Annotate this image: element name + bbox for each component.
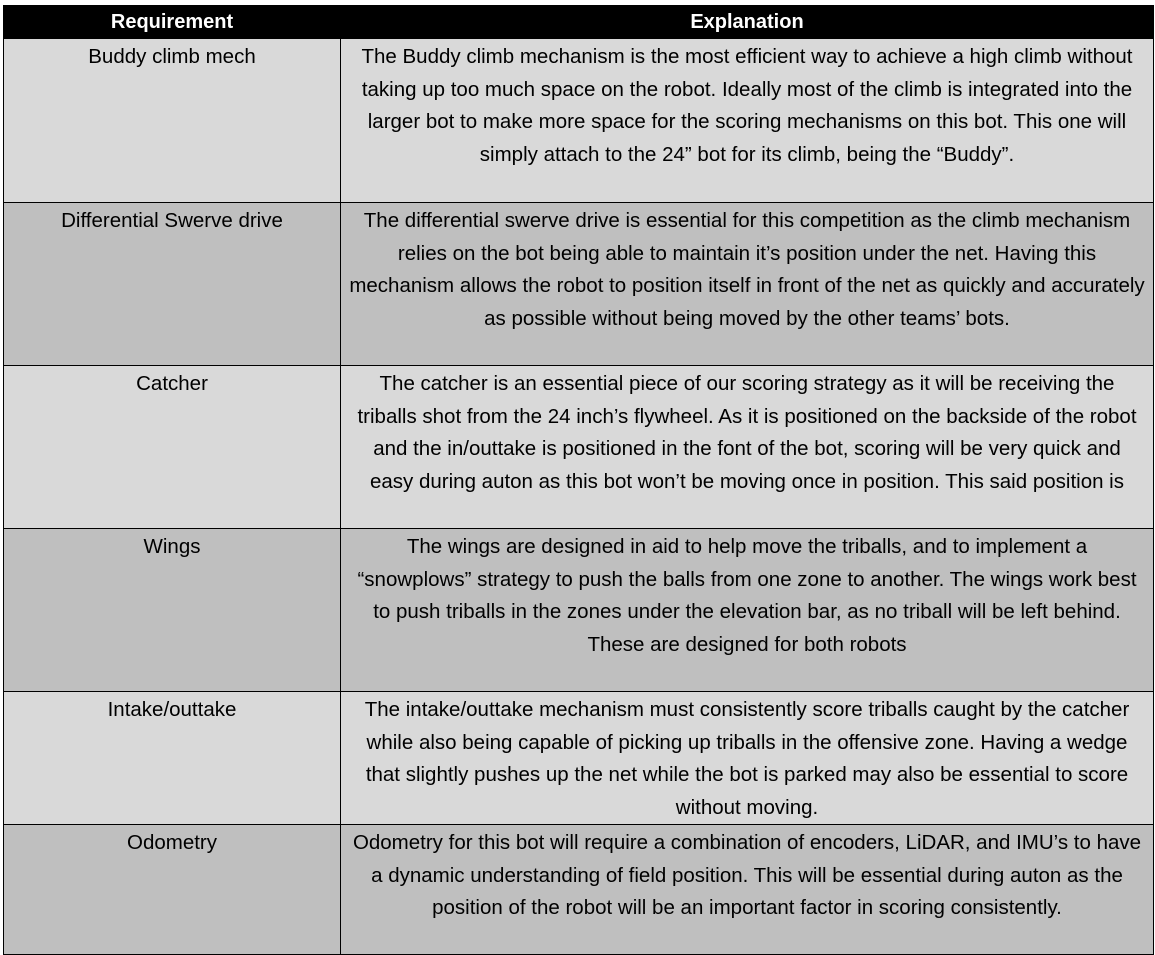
requirements-table <box>3 5 1154 955</box>
requirement-cell: Wings <box>4 529 341 692</box>
explanation-cell: The differential swerve drive is essential for this competition as the climb mechanism relies on the bot being able to maintain it’s position under the net. Having this mechanism allows the robot to position itself in front of the net as quickly and accurately as possible without being moved by the other teams’ bots. <box>341 203 1154 366</box>
requirement-cell: Intake/outtake <box>4 692 341 825</box>
table-row <box>4 366 1154 529</box>
explanation-header: Explanation <box>341 6 1154 39</box>
table-row <box>4 692 1154 825</box>
table-row <box>4 203 1154 366</box>
requirement-cell: Catcher <box>4 366 341 529</box>
table-row <box>4 39 1154 203</box>
table-row <box>4 825 1154 955</box>
requirement-header: Requirement <box>4 6 341 39</box>
explanation-cell: The catcher is an essential piece of our scoring strategy as it will be receiving the triballs shot from the 24 inch’s flywheel. As it is positioned on the backside of the robot and the in/outtake is positioned in the font of the bot, scoring will be very quick and easy during auton as this bot won’t be moving once in position. This said position is <box>341 366 1154 529</box>
explanation-cell: Odometry for this bot will require a combination of encoders, LiDAR, and IMU’s to have a dynamic understanding of field position. This will be essential during auton as the position of the robot will be an important factor in scoring consistently. <box>341 825 1154 955</box>
table-row <box>4 529 1154 692</box>
explanation-cell: The Buddy climb mechanism is the most efficient way to achieve a high climb without taking up too much space on the robot. Ideally most of the climb is integrated into the larger bot to make more space for the scoring mechanisms on this bot. This one will simply attach to the 24” bot for its climb, being the “Buddy”. <box>341 39 1154 203</box>
explanation-cell: The wings are designed in aid to help move the triballs, and to implement a “snowplows” strategy to push the balls from one zone to another. The wings work best to push triballs in the zones under the elevation bar, as no triball will be left behind. These are designed for both robots <box>341 529 1154 692</box>
requirement-cell: Differential Swerve drive <box>4 203 341 366</box>
requirement-cell: Odometry <box>4 825 341 955</box>
header-row <box>4 6 1154 39</box>
explanation-cell: The intake/outtake mechanism must consistently score triballs caught by the catcher while also being capable of picking up triballs in the offensive zone. Having a wedge that slightly pushes up the net while the bot is parked may also be essential to score without moving. <box>341 692 1154 825</box>
requirement-cell: Buddy climb mech <box>4 39 341 203</box>
